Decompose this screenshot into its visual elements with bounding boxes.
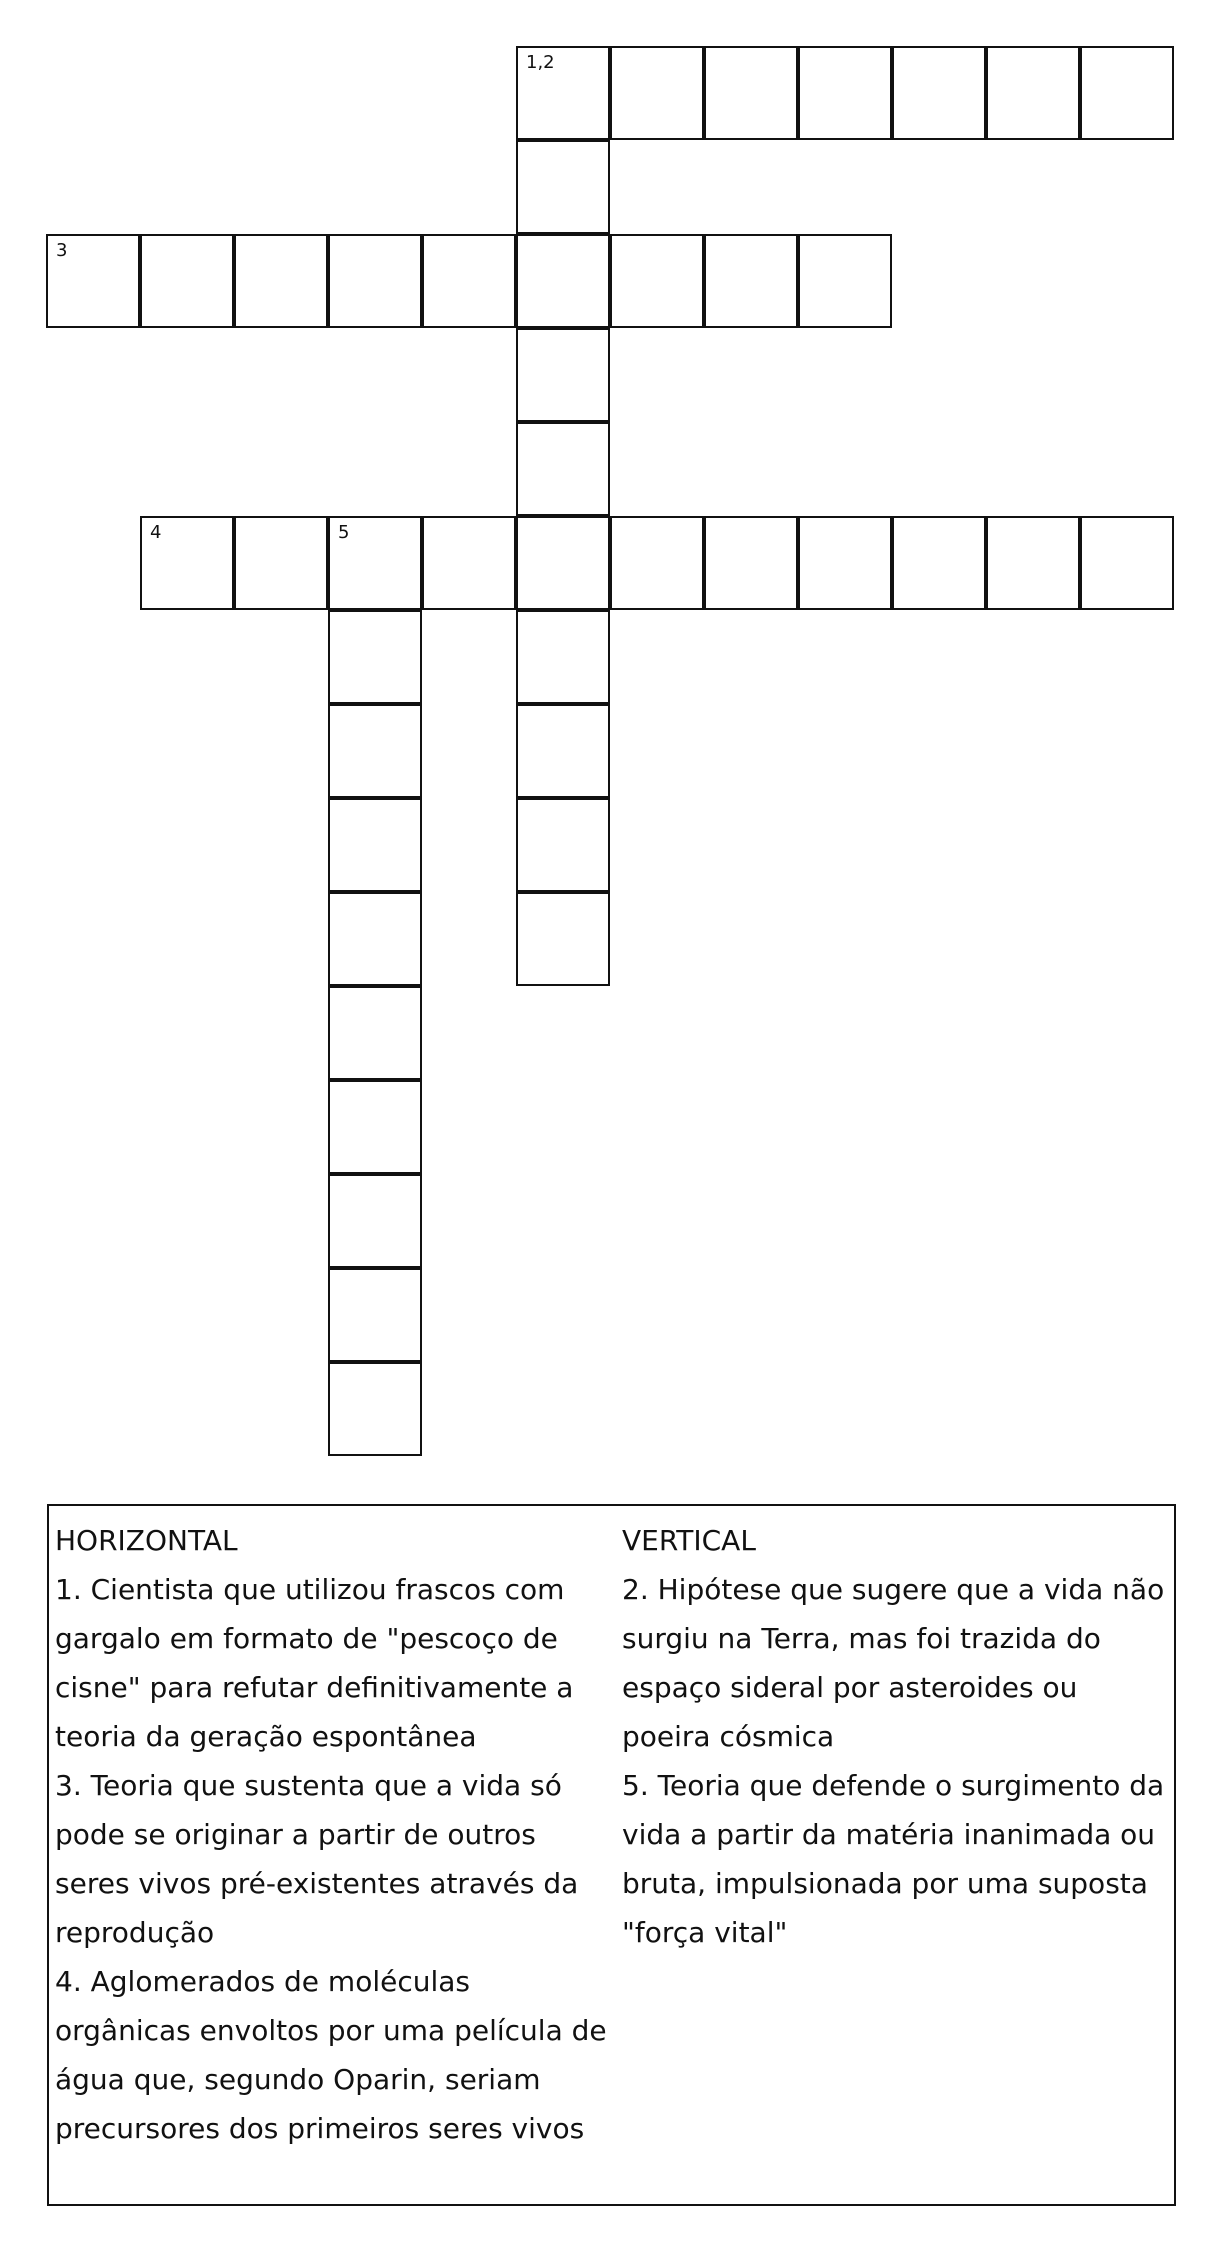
crossword-cell[interactable]: [328, 610, 422, 704]
clue-number: 3: [56, 240, 68, 261]
crossword-cell[interactable]: [516, 140, 610, 234]
vertical-clues: [622, 1516, 1167, 1957]
crossword-cell[interactable]: [328, 1362, 422, 1456]
crossword-cell[interactable]: [516, 798, 610, 892]
crossword-cell[interactable]: [516, 422, 610, 516]
crossword-cell[interactable]: [516, 328, 610, 422]
crossword-cell[interactable]: [516, 892, 610, 986]
vertical-heading: VERTICAL: [622, 1524, 756, 1557]
crossword-cell[interactable]: [610, 516, 704, 610]
clue-number: 4: [150, 522, 162, 543]
crossword-cell[interactable]: [516, 234, 610, 328]
crossword-cell[interactable]: [610, 234, 704, 328]
crossword-cell[interactable]: [1080, 516, 1174, 610]
crossword-cell[interactable]: [140, 516, 234, 610]
crossword-cell[interactable]: [234, 234, 328, 328]
clue-2: 2. Hipótese que sugere que a vida não surgiu na Terra, mas foi trazida do espaço sideral por asteroides ou poeira cósmica: [622, 1573, 1165, 1753]
crossword-cell[interactable]: [892, 46, 986, 140]
clue-3: 3. Teoria que sustenta que a vida só pode se originar a partir de outros seres vivos pré-existentes através da reprodução: [55, 1769, 579, 1949]
crossword-cell[interactable]: [986, 516, 1080, 610]
crossword-cell[interactable]: [328, 516, 422, 610]
crossword-cell[interactable]: [516, 46, 610, 140]
clue-1: 1. Cientista que utilizou frascos com gargalo em formato de "pescoço de cisne" para refutar definitivamente a teoria da geração espontânea: [55, 1573, 574, 1753]
crossword-cell[interactable]: [798, 234, 892, 328]
clue-number: 5: [338, 522, 350, 543]
crossword-cell[interactable]: [422, 516, 516, 610]
horizontal-clues: [55, 1516, 610, 2153]
crossword-cell[interactable]: [516, 516, 610, 610]
clue-5: 5. Teoria que defende o surgimento da vida a partir da matéria inanimada ou bruta, impulsionada por uma suposta "força vital": [622, 1769, 1165, 1949]
crossword-cell[interactable]: [328, 1174, 422, 1268]
crossword-cell[interactable]: [328, 986, 422, 1080]
crossword-cell[interactable]: [516, 704, 610, 798]
crossword-cell[interactable]: [798, 516, 892, 610]
crossword-cell[interactable]: [328, 1268, 422, 1362]
crossword-cell[interactable]: [1080, 46, 1174, 140]
crossword-cell[interactable]: [328, 704, 422, 798]
horizontal-heading: HORIZONTAL: [55, 1524, 238, 1557]
crossword-cell[interactable]: [798, 46, 892, 140]
crossword-cell[interactable]: [704, 46, 798, 140]
crossword-cell[interactable]: [328, 892, 422, 986]
crossword-cell[interactable]: [704, 234, 798, 328]
crossword-cell[interactable]: [986, 46, 1080, 140]
crossword-cell[interactable]: [328, 798, 422, 892]
clue-number: 1,2: [526, 52, 555, 73]
crossword-cell[interactable]: [328, 234, 422, 328]
crossword-cell[interactable]: [46, 234, 140, 328]
crossword-cell[interactable]: [704, 516, 798, 610]
crossword-cell[interactable]: [328, 1080, 422, 1174]
crossword-cell[interactable]: [892, 516, 986, 610]
crossword-cell[interactable]: [516, 610, 610, 704]
crossword-cell[interactable]: [140, 234, 234, 328]
clue-4: 4. Aglomerados de moléculas orgânicas envoltos por uma película de água que, segundo Oparin, seriam precursores dos primeiros seres vivos: [55, 1965, 607, 2145]
crossword-cell[interactable]: [234, 516, 328, 610]
crossword-cell[interactable]: [610, 46, 704, 140]
clues-box: [47, 1504, 1176, 2206]
crossword-cell[interactable]: [422, 234, 516, 328]
